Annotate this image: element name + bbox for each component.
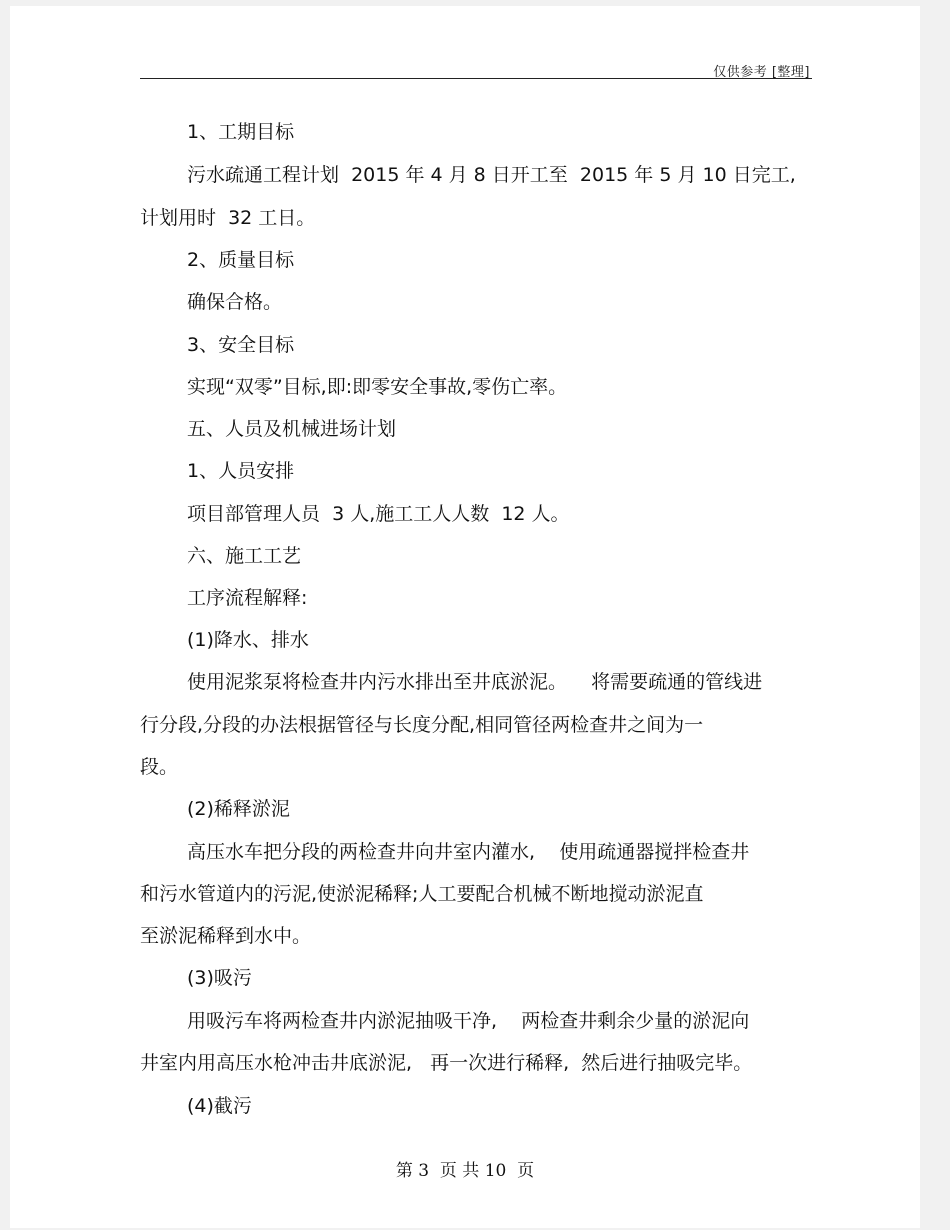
body-line: 行分段,分段的办法根据管径与长度分配,相同管径两检查井之间为一 — [140, 714, 704, 736]
body-line: 和污水管道内的污泥,使淤泥稀释;人工要配合机械不断地搅动淤泥直 — [140, 883, 704, 905]
body-line: (2)稀释淤泥 — [187, 798, 290, 820]
body-line: 3、安全目标 — [187, 334, 295, 356]
body-line: 1、工期目标 — [187, 121, 295, 143]
body-line: 项目部管理人员 3 人,施工工人人数 12 人。 — [187, 503, 570, 525]
body-line: 计划用时 32 工日。 — [140, 207, 316, 229]
body-line: 段。 — [140, 756, 179, 778]
page-number-footer: 第 3 页 共 10 页 — [395, 1161, 535, 1181]
body-line: (4)截污 — [187, 1095, 252, 1117]
body-line: 用吸污车将两检查井内淤泥抽吸干净, 两检查井剩余少量的淤泥向 — [187, 1010, 750, 1032]
body-line: 使用泥浆泵将检查井内污水排出至井底淤泥。 将需要疏通的管线进 — [187, 671, 763, 693]
body-line: 井室内用高压水枪冲击井底淤泥, 再一次进行稀释, 然后进行抽吸完毕。 — [140, 1052, 753, 1074]
body-line: (1)降水、排水 — [187, 629, 309, 651]
body-line: 确保合格。 — [187, 291, 283, 313]
body-line: 1、人员安排 — [187, 460, 295, 482]
header-rule — [140, 78, 812, 79]
body-line: 高压水车把分段的两检查井向井室内灌水, 使用疏通器搅拌检查井 — [187, 841, 750, 863]
body-line: 2、质量目标 — [187, 249, 295, 271]
body-line: 五、人员及机械进场计划 — [187, 418, 397, 440]
body-line: 六、施工工艺 — [187, 545, 302, 567]
header-note: 仅供参考 [整理] — [713, 65, 810, 80]
body-line: 实现“双零”目标,即:即零安全事故,零伤亡率。 — [187, 376, 568, 398]
document-page — [10, 6, 920, 1228]
body-line: 至淤泥稀释到水中。 — [140, 925, 312, 947]
body-line: 工序流程解释: — [187, 587, 308, 609]
body-line: 污水疏通工程计划 2015 年 4 月 8 日开工至 2015 年 5 月 10 日完工, — [187, 164, 796, 186]
body-line: (3)吸污 — [187, 967, 252, 989]
